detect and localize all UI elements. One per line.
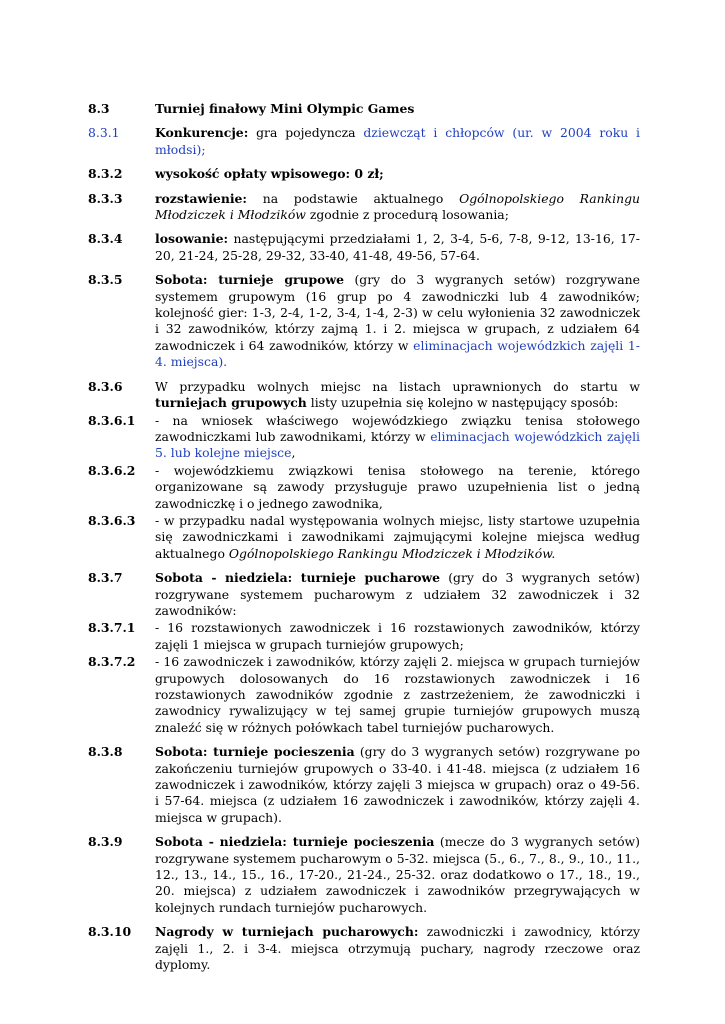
label: rozstawienie: bbox=[155, 190, 247, 206]
text: (gry do 3 wygranych setów) rozgrywane systemem grupowym (16 grup po 4 zawodniczki lub 4 zawodników; kolejność gier: 1-3, 2-4, 1-2, 3-4, 1-4, 2-3) w celu wyłonienia 32 zawodniczek i 32 zawodników, którzy zajmą 1. i 2. miejsca w grupach, z udziałem 64 zawodniczek i 64 zawodników, którzy w bbox=[155, 272, 640, 353]
section-number: 8.3.1 bbox=[88, 125, 120, 141]
section-8-3-6-1 bbox=[88, 413, 640, 462]
text: gra pojedyncza bbox=[248, 125, 364, 141]
text: - na wniosek właściwego wojewódzkiego związku tenisa stołowego zawodniczkami lub zawodnikami, którzy w bbox=[155, 412, 640, 444]
section-number: 8.3.6.3 bbox=[88, 512, 136, 528]
text: zawodniczki i zawodnicy, którzy zajęli 1., 2. i 3-4. miejsca otrzymują puchary, nagrody rzeczowe oraz dyplomy. bbox=[155, 924, 641, 973]
section-8-3-5 bbox=[88, 272, 640, 370]
blue-text: eliminacjach wojewódzkich zajęli 1-4. miejsca). bbox=[155, 337, 640, 370]
text: następującymi przedziałami 1, 2, 3-4, 5-6, 7-8, 9-12, 13-16, 17-20, 21-24, 25-28, 29-32, 33-40, 41-48, 49-56, 57-64. bbox=[155, 231, 640, 263]
section-number: 8.3.9 bbox=[88, 834, 123, 850]
section-text: wysokość opłaty wpisowego: 0 zł; bbox=[155, 166, 384, 182]
section-8-3-8 bbox=[88, 744, 640, 826]
label: Nagrody w turniejach pucharowych: bbox=[155, 924, 419, 940]
text: na podstawie aktualnego bbox=[247, 190, 460, 206]
section-number: 8.3.5 bbox=[88, 272, 123, 288]
section-number: 8.3.7 bbox=[88, 570, 123, 586]
section-number: 8.3.4 bbox=[88, 231, 123, 247]
section-number: 8.3.6.1 bbox=[88, 412, 136, 428]
section-8-3-3 bbox=[88, 191, 640, 224]
text: W przypadku wolnych miejsc na listach uprawnionych do startu w bbox=[155, 378, 640, 394]
section-8-3-6-3 bbox=[88, 513, 640, 562]
section-number: 8.3.7.2 bbox=[88, 654, 136, 670]
section-text bbox=[155, 125, 640, 158]
section-8-3-10 bbox=[88, 924, 640, 973]
section-text bbox=[155, 744, 640, 826]
section-number: 8.3.6 bbox=[88, 378, 123, 394]
section-text: - 16 rozstawionych zawodniczek i 16 rozstawionych zawodników, którzy zajęli 1 miejsca w grupach turniejów grupowych; bbox=[155, 620, 640, 652]
section-8-3-7-1 bbox=[88, 620, 640, 653]
section-number: 8.3.8 bbox=[88, 744, 123, 760]
text: (mecze do 3 wygranych setów) rozgrywane systemem pucharowym o 5-32. miejsca (5., 6., 7., 8., 9., 10., 11., 12., 13., 14., 15., 16., 17-20., 21-24., 25-32. oraz dodatkowo o 17., 18., 19., 20. miejsca) z udziałem zawodniczek i zawodników przegrywających w kolejnych rundach turniejów pucharowych. bbox=[155, 834, 640, 915]
label: Sobota: turnieje grupowe bbox=[155, 272, 344, 288]
section-8-3-9 bbox=[88, 834, 640, 916]
section-text bbox=[155, 191, 640, 224]
label: Sobota: turnieje pocieszenia bbox=[155, 744, 355, 760]
section-8-3 bbox=[88, 101, 640, 117]
section-title: Turniej finałowy Mini Olympic Games bbox=[155, 101, 415, 116]
document-page bbox=[88, 101, 640, 982]
italic-text: Ogólnopolskiego Rankingu Młodziczek i Młodzików. bbox=[228, 545, 556, 561]
text: - w przypadku nadal występowania wolnych miejsc, listy startowe uzupełnia się zawodniczkami i zawodnikami zajmującymi kolejne miejsca według aktualnego bbox=[155, 512, 640, 561]
label: Konkurencje: bbox=[155, 125, 249, 141]
section-text: - wojewódzkiemu związkowi tenisa stołowego na terenie, którego organizowane są zawody przysługuje prawo uzupełnienia list o jedną zawodniczkę i o jednego zawodnika, bbox=[155, 462, 640, 511]
section-8-3-7-2 bbox=[88, 654, 640, 736]
section-text bbox=[155, 272, 640, 370]
label: Sobota - niedziela: turnieje pocieszenia bbox=[155, 834, 435, 850]
section-8-3-6-2 bbox=[88, 463, 640, 512]
section-number: 8.3.6.2 bbox=[88, 462, 136, 478]
blue-text: dziewcząt i chłopców (ur. w 2004 roku i młodsi); bbox=[155, 125, 641, 157]
text: listy uzupełnia się kolejno w następujący sposób: bbox=[306, 395, 619, 411]
section-number: 8.3.7.1 bbox=[88, 620, 136, 636]
section-8-3-4 bbox=[88, 231, 640, 264]
italic-text: Ogólnopolskiego Rankingu Młodziczek i Młodzików bbox=[155, 190, 640, 223]
section-text: - 16 zawodniczek i zawodników, którzy zajęli 2. miejsca w grupach turniejów grupowych dolosowanych do 16 rozstawionych zawodniczek i 16 rozstawionych zawodników zgodnie z zastrzeżeniem, że zawodniczki i zawodnicy rywalizujący w tej samej grupie turniejów grupowych muszą znaleźć się w różnych połówkach tabel turniejów pucharowych. bbox=[155, 654, 640, 735]
section-text bbox=[155, 379, 640, 412]
section-text bbox=[155, 924, 640, 973]
section-8-3-2 bbox=[88, 166, 640, 182]
section-text bbox=[155, 413, 640, 462]
label: losowanie: bbox=[155, 231, 229, 247]
text: zgodnie z procedurą losowania; bbox=[305, 207, 509, 223]
blue-text: eliminacjach wojewódzkich zajęli 5. lub kolejne miejsce bbox=[155, 428, 640, 461]
section-8-3-7 bbox=[88, 570, 640, 619]
section-text bbox=[155, 513, 640, 562]
bold-text: turniejach grupowych bbox=[155, 395, 307, 411]
section-number: 8.3 bbox=[88, 101, 110, 116]
section-number: 8.3.3 bbox=[88, 190, 123, 206]
section-number: 8.3.10 bbox=[88, 924, 132, 940]
text: , bbox=[291, 445, 296, 461]
text: (gry do 3 wygranych setów) rozgrywane systemem pucharowym z udziałem 32 zawodniczek i 32 zawodników: bbox=[155, 570, 640, 618]
section-text bbox=[155, 570, 640, 619]
section-number: 8.3.2 bbox=[88, 166, 123, 182]
label: Sobota - niedziela: turnieje pucharowe bbox=[155, 570, 441, 586]
section-text bbox=[155, 231, 640, 264]
section-8-3-1 bbox=[88, 125, 640, 158]
section-8-3-6 bbox=[88, 379, 640, 412]
section-text bbox=[155, 834, 640, 916]
text: (gry do 3 wygranych setów) rozgrywane po zakończeniu turniejów grupowych o 33-40. i 41-48. miejsca (z udziałem 16 zawodniczek i zawodników, którzy zajęli 3 miejsca w grupach) oraz o 49-56. i 57-64. miejsca (z udziałem 16 zawodniczek i zawodników, którzy zajęli 4. miejsca w grupach). bbox=[155, 744, 640, 825]
